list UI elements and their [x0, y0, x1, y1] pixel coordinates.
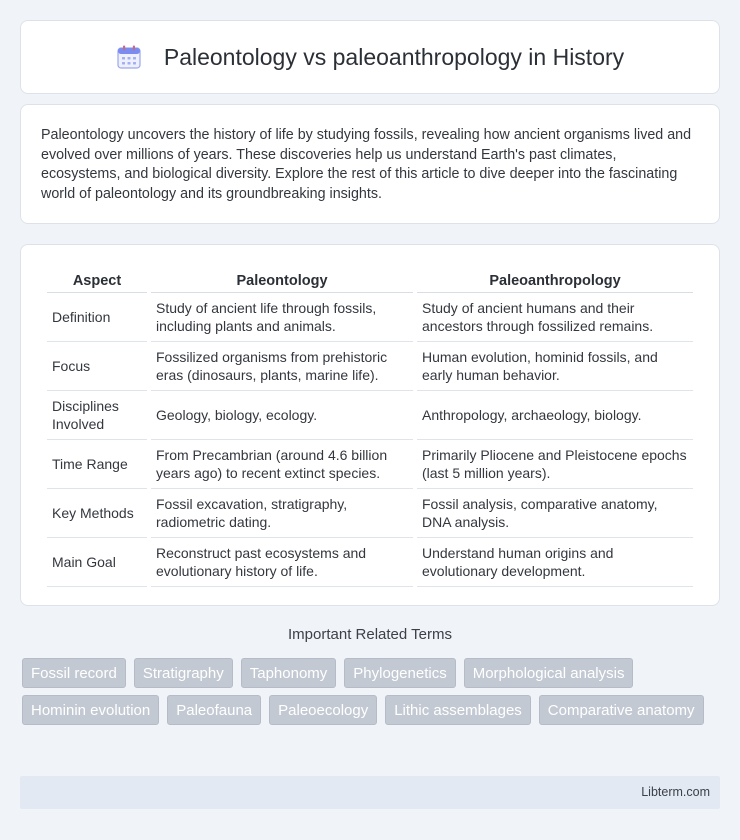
table-row	[47, 342, 693, 391]
row-paleoanthropology: Anthropology, archaeology, biology.	[417, 391, 693, 440]
row-aspect: Definition	[47, 293, 147, 342]
header-paleontology: Paleontology	[151, 265, 413, 293]
term-tag[interactable]: Morphological analysis	[464, 658, 634, 688]
row-paleoanthropology: Study of ancient humans and their ancestors through fossilized remains.	[417, 293, 693, 342]
table-header-row	[47, 265, 693, 293]
term-tag[interactable]: Paleofauna	[167, 695, 261, 725]
row-paleontology: Fossilized organisms from prehistoric eras (dinosaurs, plants, marine life).	[151, 342, 413, 391]
row-paleontology: Study of ancient life through fossils, including plants and animals.	[151, 293, 413, 342]
comparison-table-card	[20, 244, 720, 606]
row-paleoanthropology: Human evolution, hominid fossils, and early human behavior.	[417, 342, 693, 391]
term-tag[interactable]: Taphonomy	[241, 658, 337, 688]
term-tag[interactable]: Fossil record	[22, 658, 126, 688]
term-tag[interactable]: Phylogenetics	[344, 658, 455, 688]
calendar-icon	[116, 44, 142, 70]
table-row	[47, 391, 693, 440]
row-aspect: Main Goal	[47, 538, 147, 587]
term-tag[interactable]: Lithic assemblages	[385, 695, 531, 725]
row-paleoanthropology: Fossil analysis, comparative anatomy, DNA analysis.	[417, 489, 693, 538]
page-title: Paleontology vs paleoanthropology in History	[163, 43, 625, 70]
comparison-table	[43, 265, 697, 587]
footer-site-link[interactable]: Libterm.com	[641, 785, 710, 799]
row-paleontology: Reconstruct past ecosystems and evolutionary history of life.	[151, 538, 413, 587]
term-tag[interactable]: Comparative anatomy	[539, 695, 704, 725]
intro-paragraph: Paleontology uncovers the history of life by studying fossils, revealing how ancient organisms lived and evolved over millions of years. These discoveries help us understand Earth's past climates, ecosystems, and biological diversity. Explore the rest of this article to dive deeper into the fascinating world of paleontology and its groundbreaking insights.	[41, 127, 692, 202]
table-row	[47, 538, 693, 587]
row-paleontology: From Precambrian (around 4.6 billion years ago) to recent extinct species.	[151, 440, 413, 489]
footer	[20, 776, 720, 809]
related-terms-list	[22, 658, 722, 725]
term-tag[interactable]: Hominin evolution	[22, 695, 159, 725]
row-aspect: Disciplines Involved	[47, 391, 147, 440]
row-aspect: Time Range	[47, 440, 147, 489]
row-aspect: Focus	[47, 342, 147, 391]
intro-card	[20, 104, 720, 224]
title-card	[20, 20, 720, 94]
term-tag[interactable]: Paleoecology	[269, 695, 377, 725]
row-paleoanthropology: Primarily Pliocene and Pleistocene epochs (last 5 million years).	[417, 440, 693, 489]
term-tag[interactable]: Stratigraphy	[134, 658, 233, 688]
table-row	[47, 489, 693, 538]
row-paleoanthropology: Understand human origins and evolutionary development.	[417, 538, 693, 587]
related-terms-heading: Important Related Terms	[288, 626, 452, 643]
row-paleontology: Geology, biology, ecology.	[151, 391, 413, 440]
table-row	[47, 440, 693, 489]
header-paleoanthropology: Paleoanthropology	[417, 265, 693, 293]
header-aspect: Aspect	[47, 265, 147, 293]
table-row	[47, 293, 693, 342]
row-paleontology: Fossil excavation, stratigraphy, radiometric dating.	[151, 489, 413, 538]
row-aspect: Key Methods	[47, 489, 147, 538]
